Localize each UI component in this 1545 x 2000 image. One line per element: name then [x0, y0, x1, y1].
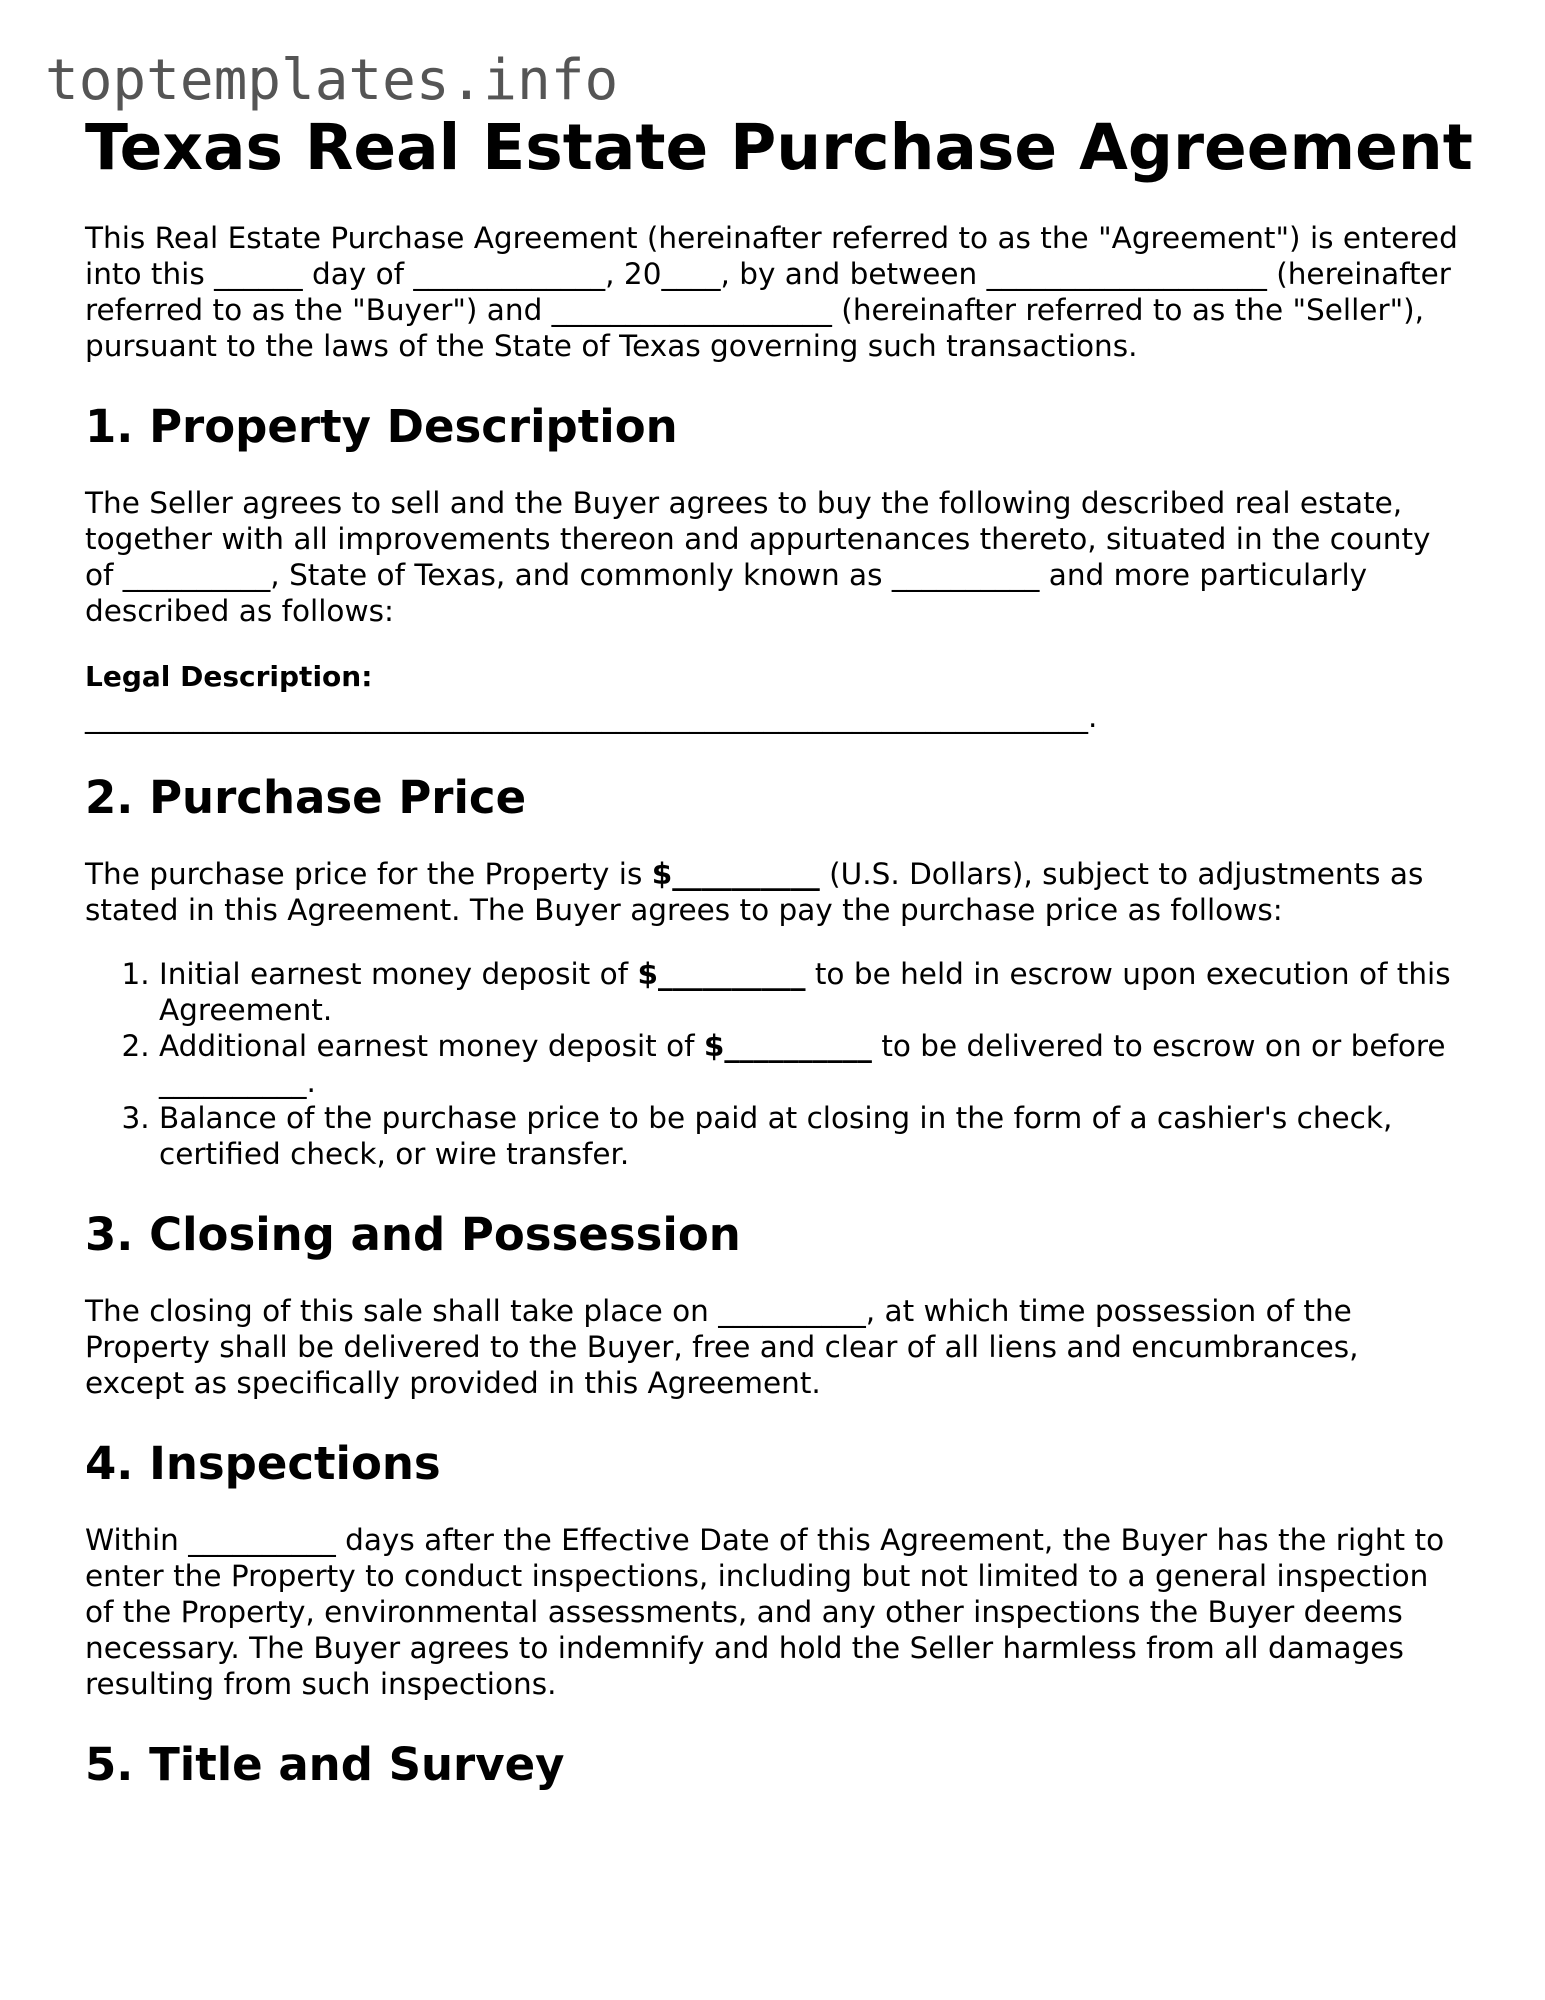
section-heading-closing-possession: 3. Closing and Possession: [85, 1208, 741, 1261]
legal-description-blank: ____________________________________________________________________.: [85, 700, 1098, 734]
section-heading-inspections: 4. Inspections: [85, 1437, 441, 1490]
section-heading-title-survey: 5. Title and Survey: [85, 1738, 565, 1791]
document-title: Texas Real Estate Purchase Agreement: [85, 111, 1473, 184]
purchase-price-text-before: The purchase price for the Property is: [85, 857, 652, 891]
section-heading-property-description: 1. Property Description: [85, 400, 678, 453]
list-item: 1. Initial earnest money deposit of $__________ to be held in escrow upon execution of this Agreement.: [159, 956, 1465, 1028]
property-description-paragraph: The Seller agrees to sell and the Buyer agrees to buy the following described real estate, together with all improvements thereon and appurtenances thereto, situated in the county of __________, State of Texas, and commonly known as __________ and more particularly described as follows:: [85, 486, 1431, 628]
payment-terms-list: [85, 956, 1465, 1172]
watermark: toptemplates.info: [45, 48, 619, 113]
purchase-price-amount-blank: $__________: [651, 857, 820, 891]
closing-possession-paragraph: The closing of this sale shall take place on __________, at which time possession of the Property shall be delivered to the Buyer, free and clear of all liens and encumbrances, except as specifically provided in this Agreement.: [85, 1294, 1359, 1400]
purchase-price-paragraph: [85, 856, 1465, 928]
intro-paragraph: This Real Estate Purchase Agreement (hereinafter referred to as the "Agreement") is entered into this ______ day of _____________, 20____, by and between ___________________ (hereinafter referred to as the "Buyer") and ___________________ (hereinafter referred to as the "Seller"), pursuant to the laws of the State of Texas governing such transactions.: [85, 221, 1458, 363]
legal-description-label: Legal Description:: [85, 660, 373, 693]
purchase-price-text-after: (U.S. Dollars), subject to adjustments as stated in this Agreement. The Buyer agrees to pay the purchase price as follows:: [85, 857, 1424, 927]
inspections-paragraph: Within __________ days after the Effective Date of this Agreement, the Buyer has the right to enter the Property to conduct inspections, including but not limited to a general inspection of the Property, environmental assessments, and any other inspections the Buyer deems necessary. The Buyer agrees to indemnify and hold the Seller harmless from all damages resulting from such inspections.: [85, 1523, 1445, 1701]
section-heading-purchase-price: 2. Purchase Price: [85, 771, 527, 824]
list-item: 2. Additional earnest money deposit of $__________ to be delivered to escrow on or before __________.: [159, 1028, 1465, 1100]
document-page: [85, 108, 1473, 1793]
list-item: 3. Balance of the purchase price to be paid at closing in the form of a cashier's check, certified check, or wire transfer.: [159, 1100, 1465, 1172]
